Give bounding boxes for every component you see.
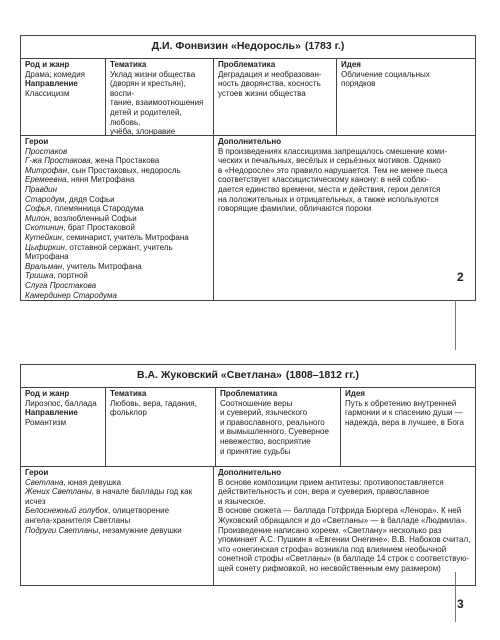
- hero-item: [25, 243, 209, 262]
- theme-line: детей и родителей, любовь,: [110, 107, 182, 127]
- hero-name: Простаков: [25, 146, 68, 156]
- problem-heading: Проблематика: [220, 389, 278, 398]
- hero-description: , портной: [53, 271, 88, 281]
- hero-description: , няня Митрофана: [66, 175, 135, 185]
- hero-description: , сын Простаковых, недоросль: [67, 165, 181, 175]
- hero-name: Правдин: [25, 184, 57, 194]
- genre-value: Драма; комедия: [25, 69, 85, 79]
- hero-name: Вральман: [25, 261, 63, 271]
- card-svetlana: [20, 364, 476, 586]
- hero-name: Светлана: [25, 477, 64, 487]
- hero-item: [25, 175, 209, 185]
- extra-line: в «Недоросле» это правило нарушается. Тем не менее пьеса: [218, 165, 448, 175]
- heroes-cell: [21, 136, 214, 300]
- hero-description: , брат Простаковой: [63, 223, 135, 233]
- heroes-heading: Герои: [25, 137, 49, 146]
- extra-line: упоминает А.С. Пушкин в «Евгении Онегине». В.В. Набоков считал,: [218, 535, 471, 545]
- page-number: 3: [457, 597, 464, 611]
- hero-description: , учитель Митрофана: [62, 261, 142, 271]
- heroes-list: [25, 478, 209, 536]
- hero-name: Софья: [25, 204, 51, 214]
- extra-line: соответствует классицистическому канону: в ней соблю-: [218, 175, 429, 185]
- detail-row: [21, 467, 475, 585]
- theme-heading: Тематика: [110, 60, 147, 69]
- extra-line: В основе композиции прием антитезы: противопоставляется: [218, 477, 444, 487]
- work-title: Д.И. Фонвизин «Недоросль»: [151, 40, 301, 53]
- info-row: [21, 59, 475, 136]
- hero-description: , возлюбленный Софьи: [49, 213, 137, 223]
- hero-item: [25, 291, 209, 301]
- problem-line: и принятие судьбы: [220, 446, 291, 456]
- hero-description: исчез: [25, 496, 46, 506]
- problem-cell: [216, 388, 341, 466]
- hero-description: , отставной сержант, учитель Митрофана: [25, 242, 173, 262]
- hero-name: Жених Светланы: [25, 487, 92, 497]
- direction-value: Классицизм: [25, 88, 70, 98]
- theme-line: фольклор: [110, 408, 147, 418]
- hero-name: Скотинин: [25, 223, 64, 233]
- margin-rule: [455, 572, 456, 622]
- extra-line: Жуковский обращался и до «Светланы» — в балладе «Людмила».: [218, 515, 468, 525]
- card-title: [21, 365, 475, 388]
- problem-heading: Проблематика: [218, 60, 276, 69]
- card-title: [21, 36, 475, 59]
- hero-name: Белоснежный голубок: [25, 506, 109, 516]
- page-number: 2: [457, 270, 464, 284]
- hero-item: [25, 281, 209, 291]
- idea-line: гармонии и к спасению души —: [345, 408, 463, 418]
- genre-cell: [21, 59, 106, 135]
- genre-value: Лироэпос, баллада: [25, 398, 97, 408]
- hero-description: , жена Простакова: [90, 156, 160, 166]
- hero-item: [25, 506, 209, 516]
- hero-item: [25, 204, 209, 214]
- extra-line: Произведение написано хореем. «Светлану» несколько раз: [218, 525, 442, 535]
- hero-item: [25, 233, 209, 243]
- hero-item: [25, 271, 209, 281]
- extra-line: на положительных и отрицательных, а также используются: [218, 194, 439, 204]
- idea-heading: Идея: [345, 389, 365, 398]
- hero-description: , незамужние девушки: [98, 525, 182, 535]
- hero-item: [25, 497, 209, 507]
- extra-heading: Дополнительно: [218, 137, 282, 146]
- problem-line: Соотношение веры: [220, 398, 293, 408]
- heroes-list: [25, 147, 209, 301]
- extra-cell: [214, 467, 475, 585]
- extra-line: и языческое.: [218, 496, 266, 506]
- extra-cell: [214, 136, 475, 300]
- extra-line: говорящие фамилии, обличаются пороки: [218, 204, 372, 214]
- theme-line: учёба, злонравие: [110, 127, 176, 137]
- hero-name: Тришка: [25, 271, 54, 281]
- hero-item: [25, 166, 209, 176]
- hero-description: ангела-хранителя Светланы: [25, 515, 131, 525]
- hero-name: Слуга Простакова: [25, 280, 97, 290]
- hero-name: Г-жа Простакова: [25, 156, 91, 166]
- hero-description: , юная девушка: [63, 477, 122, 487]
- direction-heading: Направление: [25, 79, 78, 89]
- problem-line: и суеверий, языческого: [220, 408, 308, 418]
- direction-value: Романтизм: [25, 417, 67, 427]
- theme-cell: [106, 59, 214, 135]
- hero-description: , семинарист, учитель Митрофана: [61, 232, 189, 242]
- problem-line: Деградация и необразован-: [218, 69, 322, 79]
- hero-name: Камердинер Стародума: [25, 290, 117, 300]
- heroes-cell: [21, 467, 214, 585]
- work-year: (1808–1812 гг.): [285, 369, 359, 382]
- extra-line: что «онегинская строфа» возникла под влиянием необычной: [218, 544, 447, 554]
- direction-heading: Направление: [25, 408, 78, 418]
- heroes-heading: Герои: [25, 468, 49, 477]
- idea-cell: [337, 59, 475, 135]
- idea-line: надежда, вера в лучшее, в Бога: [345, 417, 464, 427]
- theme-heading: Тематика: [110, 389, 147, 398]
- problem-line: ность дворянства, косность: [218, 79, 321, 89]
- extra-line: В основе сюжета — баллада Готфрида Бюргера «Ленора». К ней: [218, 506, 462, 516]
- extra-heading: Дополнительно: [218, 468, 282, 477]
- genre-cell: [21, 388, 106, 466]
- hero-name: Стародум: [25, 194, 65, 204]
- theme-line: Любовь, вера, гадания,: [110, 398, 197, 408]
- extra-line: сонетной строфы «Светланы» (в балладе 14 строк с соответствую-: [218, 554, 470, 564]
- work-title: В.А. Жуковский «Светлана»: [137, 369, 282, 382]
- hero-item: [25, 195, 209, 205]
- problem-cell: [214, 59, 337, 135]
- hero-description: , олицетворение: [108, 506, 170, 516]
- theme-line: Уклад жизни общества: [110, 69, 196, 79]
- idea-cell: [341, 388, 475, 466]
- problem-line: невежество, восприятие: [220, 436, 311, 446]
- hero-name: Цыфиркин: [25, 242, 65, 252]
- hero-item: [25, 147, 209, 157]
- extra-line: щей сонету рифмовкой, но несвойственным ему размером): [218, 563, 441, 573]
- detail-row: [21, 136, 475, 300]
- card-nedorosl: [20, 35, 476, 301]
- problem-line: и вымышленного. Суеверное: [220, 427, 329, 437]
- hero-name: Кутейкин: [25, 232, 62, 242]
- theme-cell: [106, 388, 216, 466]
- hero-name: Еремеевна: [25, 175, 67, 185]
- hero-item: [25, 156, 209, 166]
- extra-line: В произведениях классицизма запрещалось смешение коми-: [218, 146, 448, 156]
- theme-line: тание, взаимоотношения: [110, 98, 204, 108]
- idea-line: Обличение социальных: [341, 69, 430, 79]
- hero-item: [25, 487, 209, 497]
- hero-description: , в начале баллады год как: [91, 487, 193, 497]
- work-year: (1783 г.): [304, 40, 345, 53]
- hero-item: [25, 223, 209, 233]
- hero-item: [25, 262, 209, 272]
- margin-rule: [455, 300, 456, 350]
- hero-name: Митрофан: [25, 165, 68, 175]
- genre-heading: Род и жанр: [25, 60, 70, 69]
- hero-description: , племянница Стародума: [50, 204, 144, 214]
- hero-item: [25, 516, 209, 526]
- idea-heading: Идея: [341, 60, 361, 69]
- idea-line: Путь к обретению внутренней: [345, 398, 457, 408]
- hero-item: [25, 185, 209, 195]
- problem-line: устоев жизни общества: [218, 88, 306, 98]
- theme-line: (дворян и крестьян), воспи-: [110, 79, 186, 98]
- hero-name: Милон: [25, 213, 50, 223]
- extra-line: действительность и сон, вера и суеверия, православное: [218, 487, 430, 497]
- extra-line: дается единство времени, места и действия, герои делятся: [218, 184, 441, 194]
- hero-item: [25, 214, 209, 224]
- idea-line: порядков: [341, 79, 376, 89]
- extra-line: ческих и печальных, весёлых и серьёзных мотивов. Однако: [218, 156, 441, 166]
- info-row: [21, 388, 475, 467]
- hero-name: Подруги Светланы: [25, 525, 99, 535]
- hero-item: [25, 526, 209, 536]
- hero-item: [25, 478, 209, 488]
- genre-heading: Род и жанр: [25, 389, 70, 398]
- hero-description: , дядя Софьи: [64, 194, 115, 204]
- problem-line: и православного, реального: [220, 417, 325, 427]
